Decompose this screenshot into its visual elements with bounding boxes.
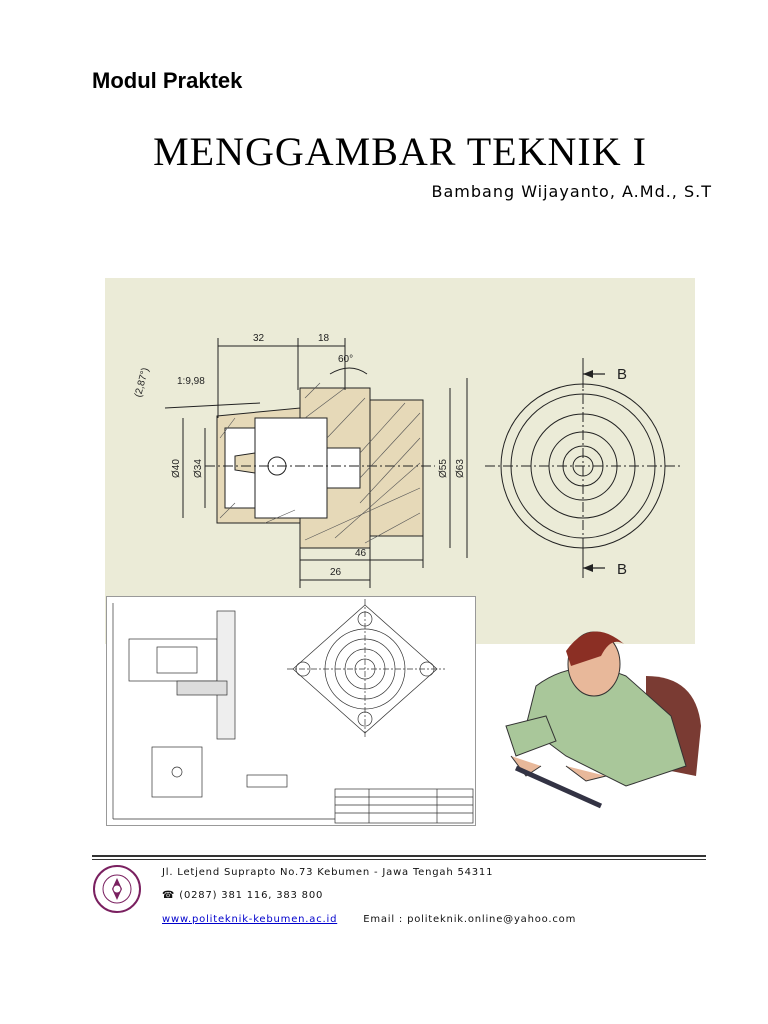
footer-contact-row bbox=[162, 914, 576, 925]
document-title: MENGGAMBAR TEKNIK I bbox=[153, 129, 647, 174]
footer-divider bbox=[92, 859, 706, 860]
dimension-label: (2,87°) bbox=[132, 366, 152, 399]
dimension-label: 1:9,98 bbox=[177, 376, 205, 387]
footer-address: Jl. Letjend Suprapto No.73 Kebumen - Jawa Tengah 54311 bbox=[162, 867, 494, 878]
website-link[interactable]: www.politeknik-kebumen.ac.id bbox=[162, 914, 338, 925]
dimension-label: Ø55 bbox=[438, 459, 449, 478]
dimension-label: Ø63 bbox=[455, 459, 466, 478]
technical-drawing-main bbox=[105, 278, 695, 644]
assembly-drawing bbox=[106, 596, 476, 826]
dimension-label: 18 bbox=[318, 333, 330, 344]
drafter-illustration bbox=[496, 616, 710, 812]
section-marker: B bbox=[617, 366, 628, 383]
dimension-label: Ø34 bbox=[193, 459, 204, 478]
dimension-label: 26 bbox=[330, 567, 342, 578]
author-name: Bambang Wijayanto, A.Md., S.T bbox=[431, 182, 712, 201]
phone-icon: ☎ bbox=[162, 890, 176, 901]
section-marker: B bbox=[617, 561, 628, 578]
dimension-label: 46 bbox=[355, 548, 367, 559]
footer-email: Email : politeknik.online@yahoo.com bbox=[363, 914, 577, 925]
dimension-label: 60° bbox=[338, 354, 354, 365]
footer-divider bbox=[92, 855, 706, 857]
dimension-label: Ø40 bbox=[171, 459, 182, 478]
politeknik-logo bbox=[92, 864, 142, 914]
dimension-label: 32 bbox=[253, 333, 265, 344]
document-subtitle: Modul Praktek bbox=[92, 68, 243, 93]
footer-phone-row bbox=[162, 890, 323, 901]
footer-phone: (0287) 381 116, 383 800 bbox=[179, 890, 324, 901]
